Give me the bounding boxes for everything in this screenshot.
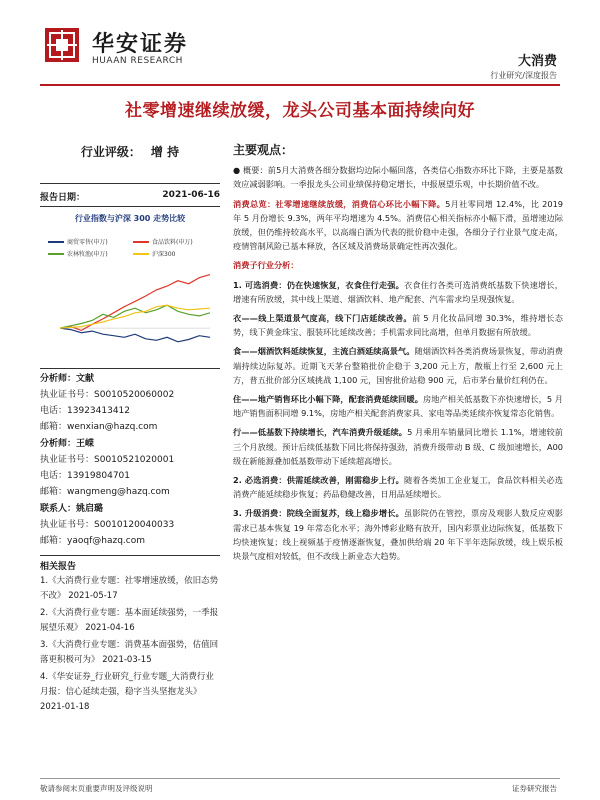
industry-label: 大消费 <box>517 54 557 69</box>
email-address[interactable]: wenxian@hazq.com <box>67 422 158 432</box>
rating-label: 行业评级： <box>80 145 141 159</box>
report-header <box>0 0 600 82</box>
legend-item <box>48 237 108 246</box>
sidebar-divider <box>40 206 220 207</box>
paragraph-lead: 住——地产销售环比小幅下降，配套消费延续回暖。 <box>233 394 423 405</box>
analyst-role: 分析师： <box>40 439 77 449</box>
analyst-role: 分析师： <box>40 374 77 384</box>
analyst-name: 王嵘 <box>76 439 95 449</box>
analyst-name-row <box>40 436 220 452</box>
footer-label: 证券研究报告 <box>512 784 557 793</box>
cert-number: S0010521020001 <box>94 455 175 465</box>
legend-label: 商贸零售(申万) <box>67 239 108 246</box>
cert-number: S0010120040033 <box>94 520 175 530</box>
email-address[interactable]: wangmeng@hazq.com <box>67 487 170 497</box>
legend-swatch <box>133 253 149 255</box>
paragraph-text: 虽影院仍在管控，票房及观影人数反应观影需求已基本恢复 19 年常态化水平；海外博彩业略有放开，国内彩票业边际恢复，低基数下均快速恢复；线上视频基于疫情逐渐恢复，叠加供给端 20 年下半年迭际放缓，线上娱乐板块景气度相对较低，但不改线上新业态大趋势。 <box>233 508 563 562</box>
brand-name-en: HUAAN RESEARCH <box>92 56 183 66</box>
brand-logo-icon <box>45 28 79 62</box>
cert-number: S0010520060002 <box>94 390 175 400</box>
related-reports-list <box>40 574 220 717</box>
email-label: 邮箱： <box>40 536 68 546</box>
report-type-label: 行业研究/深度报告 <box>490 71 557 80</box>
sidebar-divider <box>40 183 220 184</box>
analyst-email-row <box>40 484 220 500</box>
analyst-cert-row <box>40 452 220 468</box>
related-report-item[interactable] <box>40 638 220 668</box>
analyst-name-row <box>40 371 220 387</box>
industry-rating <box>40 143 220 160</box>
footer-disclaimer[interactable]: 敬请参阅末页重要声明及评级说明 <box>40 784 153 793</box>
analyst-name: 文献 <box>76 374 95 384</box>
legend-swatch <box>133 241 149 243</box>
sidebar-divider <box>40 555 220 556</box>
legend-swatch <box>48 253 64 255</box>
brand-name-cn: 华安证券 <box>92 31 189 57</box>
legend-label: 食品饮料(申万) <box>152 239 193 246</box>
related-report-date: 2021-03-15 <box>102 655 152 665</box>
contact-name-row <box>40 501 220 517</box>
analyst-phone-row <box>40 403 220 419</box>
paragraph-text: 前 5 月化妆品同增 30.3%，维持增长态势，线下黄金珠宝、服装环比延续改善；手机需求同比高增，但单月数据有所放缓。 <box>233 313 563 338</box>
paragraph-lead: 2. 必选消费：供需延续改善，刚需稳步上行。 <box>233 475 405 486</box>
report-date <box>40 190 220 203</box>
paragraph-text: 随着各类加工企业复工，食品饮料相关必选消费产能延续稳步恢复；药品稳健改善，日用品延续增长。 <box>233 475 563 500</box>
analyst-cert-row <box>40 387 220 403</box>
related-report-item[interactable] <box>40 574 220 604</box>
body-paragraph <box>233 258 563 272</box>
contact-cert-row <box>40 517 220 533</box>
index-comparison-chart <box>40 261 220 361</box>
chart-title: 行业指数与沪深 300 走势比较 <box>74 214 186 223</box>
email-label: 邮箱： <box>40 487 68 497</box>
paragraph-lead: 1. 可选消费：仍在快速恢复，衣食住行走强。 <box>233 279 405 290</box>
contact-role: 联系人： <box>40 504 77 514</box>
related-report-text: 1.《大消费行业专题：社零增速放缓，依旧态势不改》 <box>40 576 219 601</box>
related-reports-title: 相关报告 <box>40 562 77 572</box>
phone-label: 电话： <box>40 471 68 481</box>
related-report-date: 2021-01-18 <box>40 702 90 712</box>
related-report-text: 4.《华安证券_行业研究_行业专题_大消费行业月报：信心延续走强，稳字当头坚抱龙头》 <box>40 672 214 697</box>
body-paragraph <box>233 344 563 387</box>
paragraph-lead: 消费子行业分析： <box>233 260 299 271</box>
body-paragraph <box>233 506 563 563</box>
contact-name: 姚启璐 <box>76 504 104 514</box>
analyst-email-row <box>40 419 220 435</box>
report-title: 社零增速继续放缓，龙头公司基本面持续向好 <box>125 101 475 121</box>
analyst-phone-row <box>40 468 220 484</box>
paragraph-lead: 衣——线上渠道景气度高，线下门店延续改善。 <box>233 313 412 324</box>
legend-swatch <box>48 241 64 243</box>
related-report-text: 3.《大消费行业专题：消费基本面强势，估值回落更积极可为》 <box>40 640 219 665</box>
header-divider <box>40 84 560 86</box>
body-paragraph <box>233 473 563 501</box>
email-address[interactable]: yaoqf@hazq.com <box>67 536 145 546</box>
legend-item <box>48 249 108 258</box>
legend-label: 农林牧渔(申万) <box>67 251 108 258</box>
chart-series-line-0 <box>60 275 210 331</box>
body-paragraph <box>233 392 563 420</box>
date-label: 报告日期： <box>40 193 86 203</box>
paragraph-lead: 消费总览：社零增速继续放缓，消费信心环比小幅下降。 <box>233 198 446 209</box>
related-report-item[interactable] <box>40 606 220 636</box>
related-report-date: 2021-05-17 <box>68 591 118 601</box>
analyst-block <box>40 436 220 500</box>
body-paragraph <box>233 163 563 191</box>
date-value: 2021-06-16 <box>162 190 220 200</box>
analyst-block <box>40 371 220 435</box>
paragraph-lead: 食——烟酒饮料延续恢复，主流白酒延续高景气。 <box>233 346 415 357</box>
phone-label: 电话： <box>40 406 68 416</box>
related-report-item[interactable] <box>40 670 220 715</box>
paragraph-lead: 3. 升级消费：院线全面复苏，线上稳步增长。 <box>233 508 405 519</box>
body-paragraph <box>233 197 563 254</box>
chart-series-line-2 <box>60 305 210 328</box>
main-content <box>233 143 563 568</box>
related-report-date: 2021-04-16 <box>85 623 135 633</box>
paragraph-text: ● 概要：前5月大消费各细分数据均边际小幅回落，各类信心指数亦环比下降，主要是基数效应减弱影响。一季报龙头公司业绩保持稳定增长，中报展望乐观，中长期价值不改。 <box>233 165 563 190</box>
paragraph-text: 房地产相关低基数下亦快速增长，5 月地产销售面积同增 9.1%，房地产相关配套消费家具、家电等品类延续亦恢复常态化销售。 <box>233 394 563 419</box>
paragraph-text: 随烟酒饮料各类消费场景恢复，带动消费端持续边际复苏。近期飞天茅台整箱批价企稳于 3,200 元上方，散瓶上行至 2,600 元上方，普五批价部分区域挑战 1,100 元，国窖批价站稳 900 元，后市茅台量价红利仍在。 <box>233 346 563 385</box>
legend-label: 沪深300 <box>152 251 176 258</box>
legend-item <box>133 237 193 246</box>
cert-label: 执业证书号： <box>40 390 95 400</box>
brand-logo-glyph-icon <box>45 28 79 62</box>
body-paragraph <box>233 278 563 306</box>
phone-number: 13919804701 <box>67 471 131 481</box>
body-paragraph <box>233 311 563 339</box>
legend-item <box>133 249 175 258</box>
paragraph-text: 5月社零同增 12.4%，比 2019 年 5 月份增长 9.3%，两年平均增速为 4.5%。消费信心相关指标亦小幅下滑，虽增速边际放缓，但仍维持较高水平，以高端白酒为代表的批价稳中走强，各细分子行业景气度走高，疫情管制风险已基本释放，各区域及消费场景确定性再次强化。 <box>233 198 563 252</box>
email-label: 邮箱： <box>40 422 68 432</box>
phone-number: 13923413412 <box>67 406 131 416</box>
related-report-text: 2.《大消费行业专题：基本面延续强势，一季报展望乐观》 <box>40 608 219 633</box>
section-heading: 主要观点： <box>233 143 294 157</box>
paragraph-text: 5 月乘用车销量同比增长 1.1%，增速较前三个月放缓。预计后续低基数下同比将保持强劲，消费升级带动 B 级、C 级加速增长，A00 级在新能源叠加低基数带动下延续超高增长。 <box>233 427 563 466</box>
footer-divider <box>40 778 560 779</box>
body-paragraph <box>233 425 563 468</box>
cert-label: 执业证书号： <box>40 520 95 530</box>
paragraph-lead: 行——低基数下持续增长，汽车消费升级延续。 <box>233 427 408 438</box>
sidebar-divider <box>40 368 220 369</box>
cert-label: 执业证书号： <box>40 455 95 465</box>
rating-value: 增 持 <box>150 145 180 159</box>
contact-email-row <box>40 533 220 549</box>
contact-block <box>40 501 220 549</box>
paragraph-text: 衣食住行各类可选消费纸基数下快速增长，增速有所放缓，其中线上渠道、烟酒饮料、地产配套、汽车需求均呈现强恢复。 <box>233 279 563 304</box>
